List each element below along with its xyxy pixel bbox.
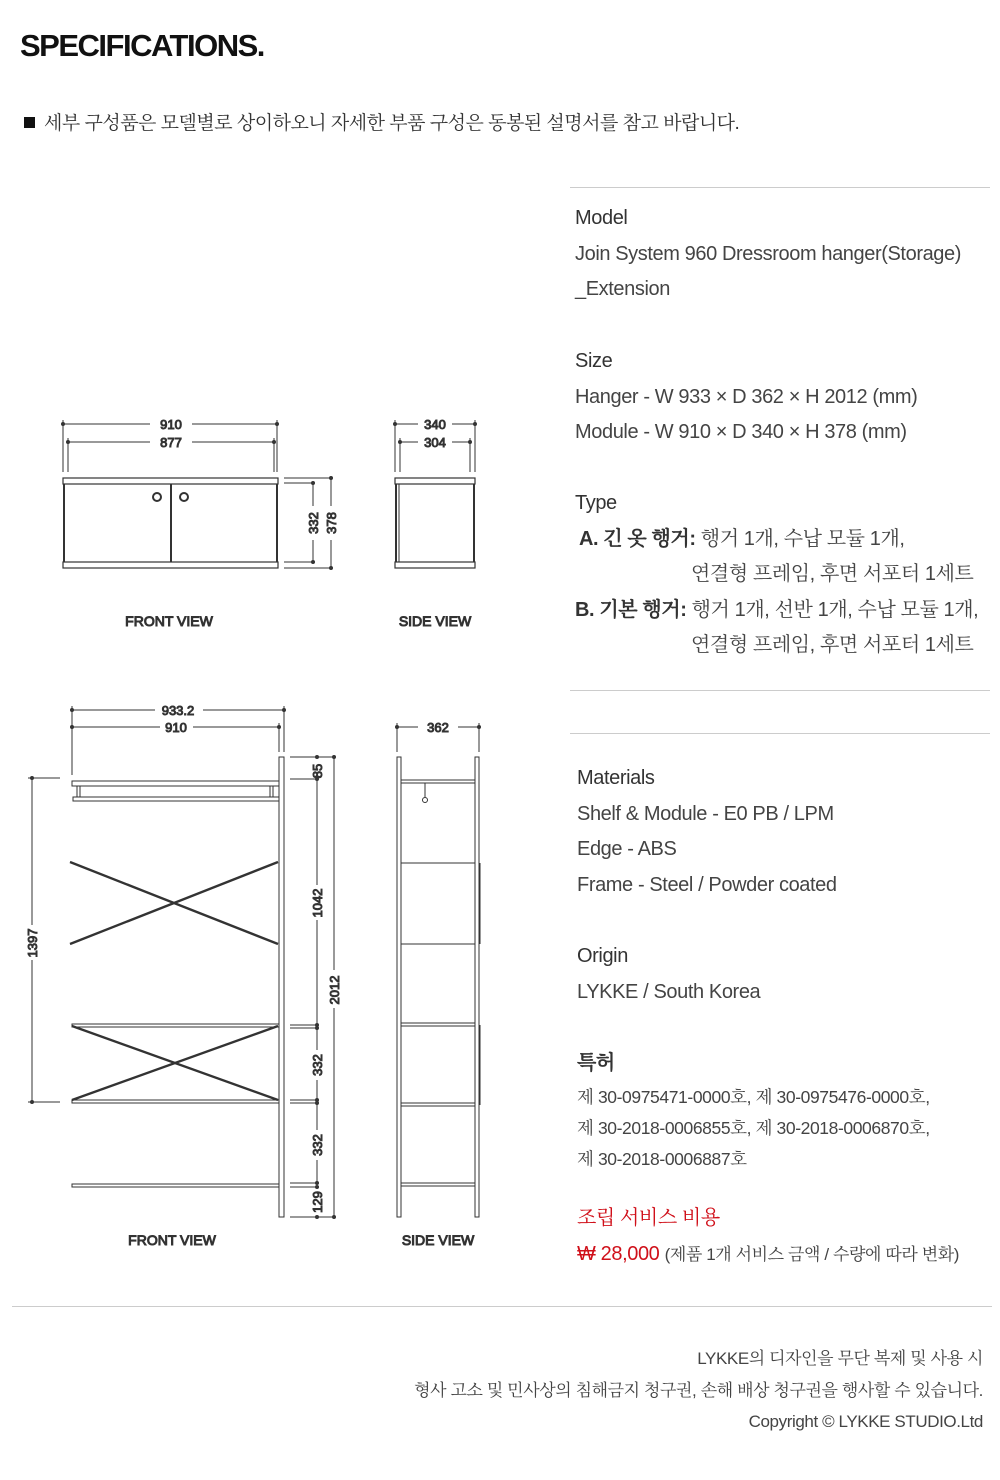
type-b-line: 행거 1개, 선반 1개, 수납 모듈 1개,	[691, 598, 979, 621]
dim-hanger-upper: 1042	[310, 888, 325, 918]
dim-module-inner-depth: 304	[424, 435, 446, 450]
footer-line: 형사 고소 및 민사상의 침해금지 청구권, 손해 배상 청구권을 행사할 수 있습니다.	[414, 1380, 983, 1400]
origin-line: LYKKE / South Korea	[577, 980, 761, 1003]
patent-heading: 특허	[577, 1052, 615, 1074]
footer-divider	[12, 1306, 992, 1307]
module-side-view	[393, 417, 477, 629]
dim-hanger-bottom: 129	[310, 1191, 325, 1213]
patent-line: 제 30-2018-0006855호, 제 30-2018-0006870호,	[577, 1117, 930, 1138]
materials-heading: Materials	[577, 767, 655, 789]
assembly-price: ₩ 28,000	[577, 1242, 660, 1265]
door-knob-icon	[180, 493, 188, 501]
module-front-view	[61, 417, 339, 629]
hanger-side-view	[395, 720, 481, 1248]
type-heading: Type	[575, 492, 617, 514]
dim-module-inner-height: 332	[306, 512, 321, 534]
dim-module-inner-width: 877	[160, 435, 182, 450]
patent-line: 제 30-2018-0006887호	[577, 1148, 747, 1169]
door-knob-icon	[153, 493, 161, 501]
materials-line: Shelf & Module - E0 PB / LPM	[577, 802, 834, 825]
type-a-line: 행거 1개, 수납 모듈 1개,	[700, 527, 905, 550]
spec-materials	[577, 761, 837, 903]
assembly-heading: 조립 서비스 비용	[577, 1207, 720, 1229]
dim-hanger-top: 85	[310, 763, 325, 779]
origin-heading: Origin	[577, 945, 628, 967]
model-line: Join System 960 Dressroom hanger(Storage)	[575, 242, 962, 265]
spec-size	[575, 344, 917, 451]
model-heading: Model	[575, 207, 628, 229]
type-b-line: 연결형 프레임, 후면 서포터 1세트	[691, 634, 974, 656]
hanger-side-view-label: SIDE VIEW	[401, 1232, 475, 1248]
dim-hanger-lower: 332	[310, 1134, 325, 1156]
dim-module-outer-width: 910	[160, 417, 182, 432]
divider	[570, 690, 990, 691]
hook-icon	[423, 798, 428, 803]
size-line: Module - W 910 × D 340 × H 378 (mm)	[575, 421, 907, 443]
parts-note-text: 세부 구성품은 모델별로 상이하오니 자세한 부품 구성은 동봉된 설명서를 참고 바랍니다.	[44, 113, 740, 134]
dim-hanger-mid: 332	[310, 1054, 325, 1076]
footer	[414, 1343, 983, 1438]
assembly-price-note: (제품 1개 서비스 금액 / 수량에 따라 변화)	[664, 1244, 960, 1264]
spec-type	[575, 486, 978, 664]
type-b-label: B. 기본 행거:	[575, 598, 687, 621]
dim-hanger-width: 910	[165, 720, 187, 735]
dim-module-outer-height: 378	[324, 512, 339, 534]
size-line: Hanger - W 933 × D 362 × H 2012 (mm)	[575, 385, 918, 408]
module-front-view-label: FRONT VIEW	[125, 613, 213, 629]
dim-hanger-total-width: 933.2	[161, 703, 195, 718]
size-heading: Size	[575, 350, 613, 372]
type-a-line: 연결형 프레임, 후면 서포터 1세트	[691, 563, 974, 585]
copyright: Copyright © LYKKE STUDIO.Ltd	[748, 1412, 983, 1431]
page-title: SPECIFICATIONS.	[20, 28, 264, 63]
dim-hanger-depth: 362	[427, 720, 449, 735]
hanger-front-view	[25, 703, 342, 1248]
divider	[570, 733, 990, 734]
spec-origin	[577, 939, 760, 1010]
spec-assembly	[577, 1201, 959, 1272]
patent-line: 제 30-0975471-0000호, 제 30-0975476-0000호,	[577, 1086, 930, 1107]
dim-hanger-rail-height: 1397	[25, 928, 40, 958]
footer-line: LYKKE의 디자인을 무단 복제 및 사용 시	[697, 1349, 983, 1368]
materials-line: Frame - Steel / Powder coated	[577, 873, 837, 896]
materials-line: Edge - ABS	[577, 838, 677, 860]
type-a-label: A. 긴 옷 행거:	[579, 527, 696, 550]
module-side-view-label: SIDE VIEW	[398, 613, 472, 629]
spec-patent	[577, 1046, 930, 1175]
model-line: _Extension	[575, 278, 670, 300]
dim-module-outer-depth: 340	[424, 417, 446, 432]
technical-drawings	[0, 0, 560, 1280]
dim-hanger-height: 2012	[327, 975, 342, 1005]
divider	[570, 187, 990, 188]
spec-model	[575, 201, 961, 308]
hanger-front-view-label: FRONT VIEW	[128, 1232, 216, 1248]
